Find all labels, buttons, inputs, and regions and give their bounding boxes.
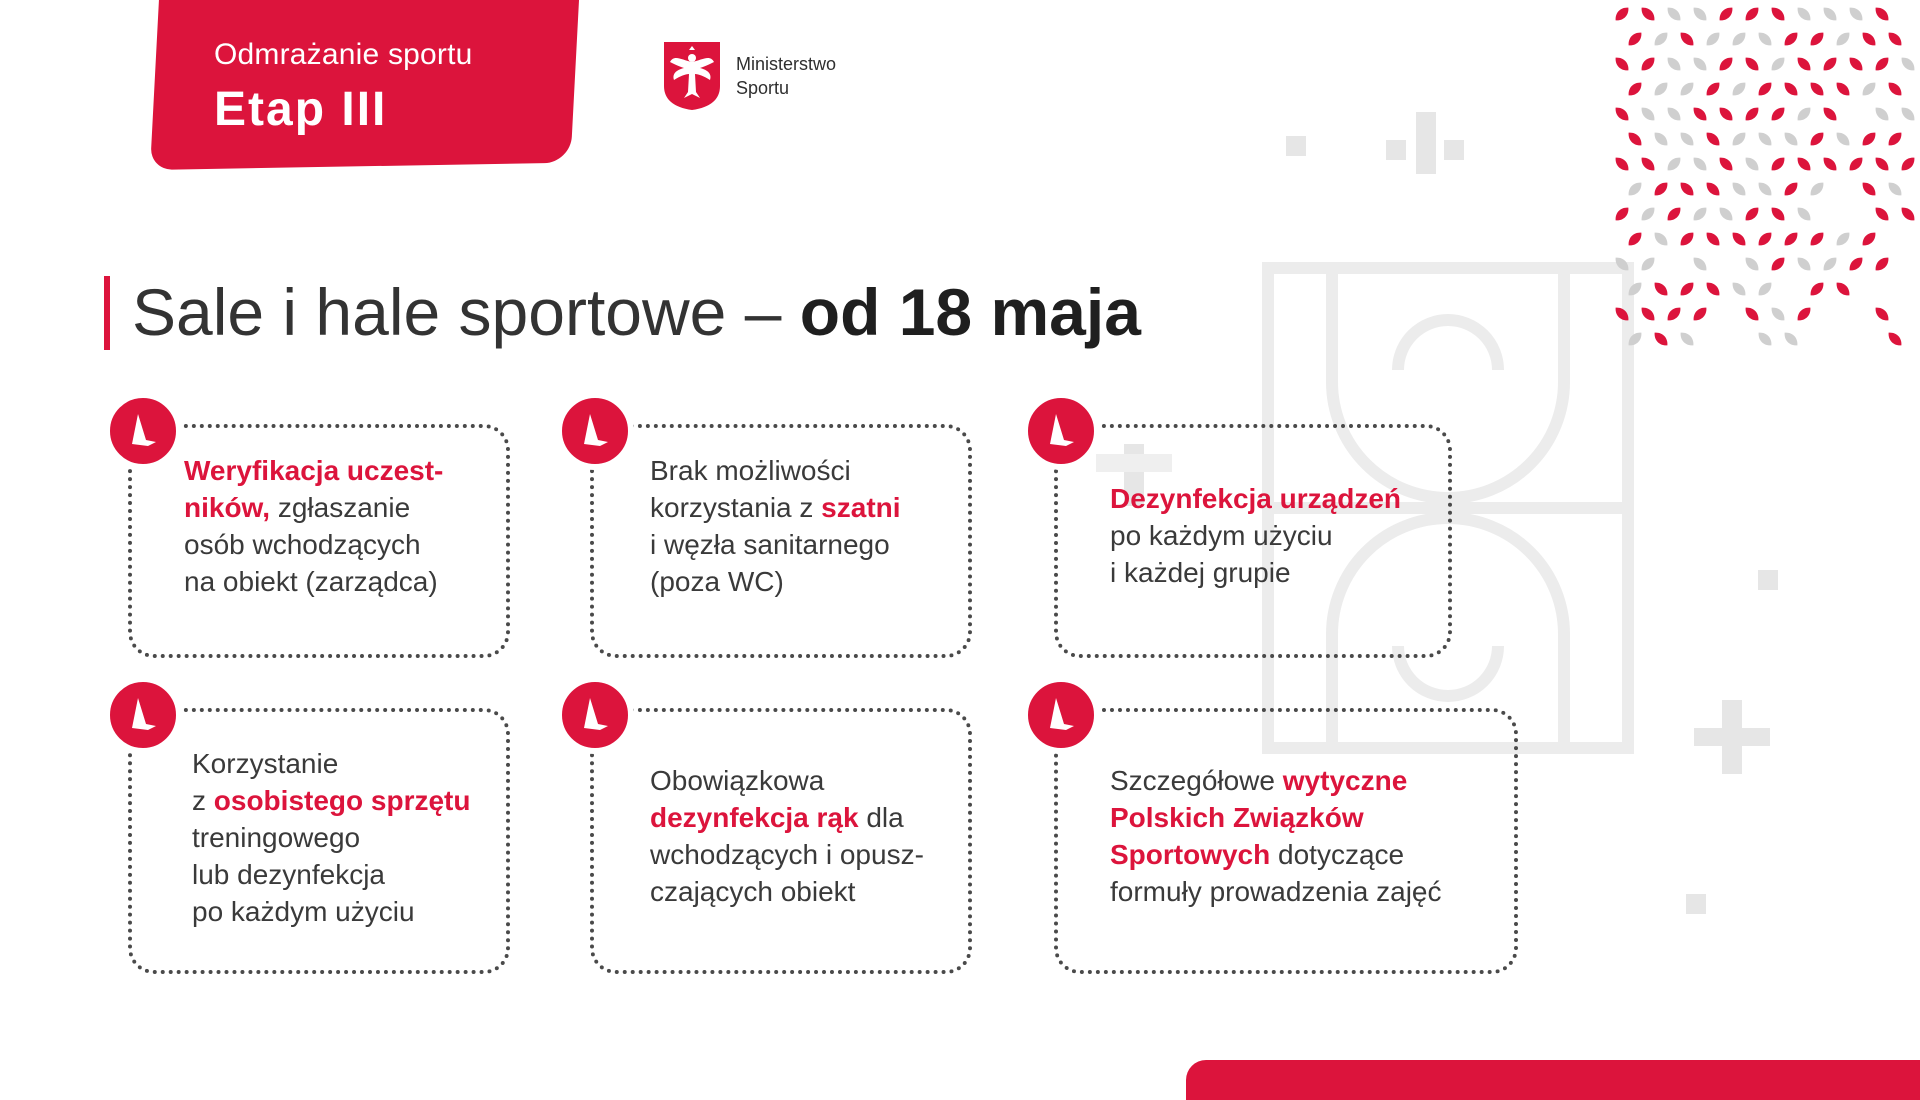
header-title: Etap III bbox=[214, 83, 388, 136]
pattern-petal bbox=[1729, 79, 1748, 98]
pattern-petal bbox=[1625, 129, 1644, 148]
pattern-petal bbox=[1729, 29, 1748, 48]
pattern-petal bbox=[1820, 104, 1839, 123]
pattern-petal bbox=[1768, 254, 1787, 273]
pattern-petal bbox=[1820, 54, 1839, 73]
deco-plus bbox=[1444, 140, 1464, 160]
clock-icon bbox=[562, 398, 628, 464]
rule-text-part: korzystania z bbox=[650, 492, 822, 523]
pattern-petal bbox=[1794, 204, 1813, 223]
pattern-petal bbox=[1729, 279, 1748, 298]
pattern-petal bbox=[1742, 204, 1761, 223]
deco-plus bbox=[1416, 112, 1436, 174]
highlight-text: Polskich Związków bbox=[1110, 802, 1364, 833]
pattern-petal bbox=[1820, 4, 1839, 23]
pattern-petal bbox=[1690, 204, 1709, 223]
highlight-text: Sportowych bbox=[1110, 839, 1271, 870]
clock-icon bbox=[110, 682, 176, 748]
pattern-petal bbox=[1859, 129, 1878, 148]
highlight-text: Dezynfekcja urządzeń bbox=[1110, 483, 1401, 514]
pattern-petal bbox=[1781, 229, 1800, 248]
pattern-petal bbox=[1638, 104, 1657, 123]
pattern-petal bbox=[1716, 54, 1735, 73]
ministry-line2: Sportu bbox=[736, 78, 790, 98]
pattern-petal bbox=[1872, 4, 1891, 23]
pattern-petal bbox=[1664, 54, 1683, 73]
pattern-petal bbox=[1833, 229, 1852, 248]
pattern-petal bbox=[1703, 229, 1722, 248]
pattern-petal bbox=[1807, 29, 1826, 48]
highlight-text: osobistego sprzętu bbox=[213, 785, 471, 816]
rule-text-part: dotyczące bbox=[1270, 839, 1405, 870]
pattern-petal bbox=[1716, 4, 1735, 23]
clock-badge bbox=[1022, 392, 1100, 470]
pattern-petal bbox=[1807, 279, 1826, 298]
pattern-petal bbox=[1716, 104, 1735, 123]
pattern-petal bbox=[1638, 4, 1657, 23]
pattern-petal bbox=[1794, 254, 1813, 273]
pattern-petal bbox=[1677, 129, 1696, 148]
pattern-petal bbox=[1859, 229, 1878, 248]
pattern-petal bbox=[1859, 79, 1878, 98]
pattern-petal bbox=[1768, 104, 1787, 123]
pattern-petal bbox=[1846, 4, 1865, 23]
clock-badge bbox=[1022, 676, 1100, 754]
pattern-petal bbox=[1729, 229, 1748, 248]
pattern-petal bbox=[1664, 304, 1683, 323]
pattern-petal bbox=[1664, 154, 1683, 173]
header-subtitle: Odmrażanie sportu bbox=[214, 38, 473, 71]
pattern-petal bbox=[1703, 129, 1722, 148]
pattern-petal bbox=[1781, 79, 1800, 98]
pattern-petal bbox=[1742, 104, 1761, 123]
clock-badge bbox=[104, 676, 182, 754]
pattern-petal bbox=[1885, 79, 1904, 98]
pattern-petal bbox=[1625, 179, 1644, 198]
pattern-petal bbox=[1638, 204, 1657, 223]
pattern-petal bbox=[1872, 154, 1891, 173]
pattern-petal bbox=[1677, 329, 1696, 348]
pattern-petal bbox=[1833, 129, 1852, 148]
pattern-petal bbox=[1677, 179, 1696, 198]
pattern-petal bbox=[1703, 79, 1722, 98]
pattern-petal bbox=[1638, 304, 1657, 323]
pattern-petal bbox=[1677, 29, 1696, 48]
pattern-petal bbox=[1677, 79, 1696, 98]
page-title bbox=[132, 272, 1141, 352]
pattern-petal bbox=[1677, 229, 1696, 248]
deco-plus bbox=[1694, 728, 1770, 746]
pattern-petal bbox=[1794, 54, 1813, 73]
pattern-petal bbox=[1638, 254, 1657, 273]
pattern-petal bbox=[1742, 254, 1761, 273]
pattern-petal bbox=[1885, 29, 1904, 48]
rule-text-part: treningowego bbox=[192, 822, 361, 853]
pattern-petal bbox=[1703, 179, 1722, 198]
highlight-text: dezynfekcja rąk bbox=[650, 802, 859, 833]
polish-eagle-emblem-icon bbox=[662, 40, 722, 112]
pattern-petal bbox=[1768, 154, 1787, 173]
pattern-petal bbox=[1807, 179, 1826, 198]
pattern-petal bbox=[1742, 4, 1761, 23]
bottom-accent-stripe bbox=[1186, 1060, 1920, 1100]
rule-text-part: czających obiekt bbox=[650, 876, 856, 907]
pattern-petal bbox=[1651, 229, 1670, 248]
pattern-petal bbox=[1651, 29, 1670, 48]
pattern-petal bbox=[1690, 154, 1709, 173]
deco-square bbox=[1686, 894, 1706, 914]
pattern-petal bbox=[1768, 204, 1787, 223]
pattern-petal bbox=[1794, 104, 1813, 123]
pattern-petal bbox=[1690, 304, 1709, 323]
pattern-petal bbox=[1703, 29, 1722, 48]
pattern-petal bbox=[1612, 304, 1631, 323]
rule-text-part: zgłaszanie bbox=[270, 492, 411, 523]
pattern-petal bbox=[1755, 329, 1774, 348]
pattern-petal bbox=[1781, 179, 1800, 198]
title-prefix: Sale i hale sportowe – bbox=[132, 275, 782, 349]
rule-text-part: i każdej grupie bbox=[1110, 557, 1291, 588]
pattern-petal bbox=[1885, 179, 1904, 198]
pattern-petal bbox=[1820, 254, 1839, 273]
pattern-petal bbox=[1872, 104, 1891, 123]
deco-square bbox=[1758, 570, 1778, 590]
pattern-petal bbox=[1651, 79, 1670, 98]
pattern-petal bbox=[1625, 279, 1644, 298]
clock-badge bbox=[556, 392, 634, 470]
pattern-petal bbox=[1885, 129, 1904, 148]
pattern-petal bbox=[1872, 204, 1891, 223]
pattern-petal bbox=[1651, 179, 1670, 198]
pattern-petal bbox=[1729, 129, 1748, 148]
pattern-petal bbox=[1651, 129, 1670, 148]
pattern-petal bbox=[1755, 129, 1774, 148]
pattern-petal bbox=[1859, 179, 1878, 198]
pattern-petal bbox=[1690, 4, 1709, 23]
rule-text-part: na obiekt (zarządca) bbox=[184, 566, 438, 597]
pattern-petal bbox=[1742, 154, 1761, 173]
pattern-petal bbox=[1677, 279, 1696, 298]
pattern-petal bbox=[1872, 304, 1891, 323]
pattern-petal bbox=[1872, 54, 1891, 73]
rule-text-part: Obowiązkowa bbox=[650, 765, 825, 796]
rule-text-part: z bbox=[192, 785, 214, 816]
pattern-petal bbox=[1768, 4, 1787, 23]
pattern-petal bbox=[1690, 104, 1709, 123]
pattern-petal bbox=[1651, 329, 1670, 348]
pattern-petal bbox=[1612, 54, 1631, 73]
pattern-petal bbox=[1781, 329, 1800, 348]
highlight-text: szatni bbox=[821, 492, 901, 523]
title-bold: od 18 maja bbox=[799, 275, 1141, 349]
pattern-petal bbox=[1755, 29, 1774, 48]
pattern-petal bbox=[1807, 129, 1826, 148]
pattern-petal bbox=[1898, 154, 1917, 173]
rule-text-part: osób wchodzących bbox=[184, 529, 421, 560]
highlight-text: wytyczne bbox=[1282, 765, 1408, 796]
title-accent-bar bbox=[104, 276, 110, 350]
pattern-petal bbox=[1781, 29, 1800, 48]
rule-text bbox=[184, 452, 443, 600]
pattern-petal bbox=[1664, 104, 1683, 123]
pattern-petal bbox=[1794, 304, 1813, 323]
pattern-petal bbox=[1833, 279, 1852, 298]
ministry-name bbox=[736, 52, 836, 100]
pattern-petal bbox=[1872, 254, 1891, 273]
rule-text-part: dla bbox=[858, 802, 904, 833]
rule-text-part: (poza WC) bbox=[650, 566, 784, 597]
rule-text bbox=[1110, 762, 1442, 910]
rule-text-part: Szczegółowe bbox=[1110, 765, 1283, 796]
rule-text-part: po każdym użyciu bbox=[1110, 520, 1333, 551]
pattern-petal bbox=[1716, 204, 1735, 223]
pattern-petal bbox=[1846, 154, 1865, 173]
rule-text-part: wchodzących i opusz- bbox=[650, 839, 924, 870]
pattern-petal bbox=[1638, 54, 1657, 73]
rule-text-part: i węzła sanitarnego bbox=[650, 529, 890, 560]
pattern-petal bbox=[1898, 204, 1917, 223]
rule-text bbox=[192, 745, 470, 930]
pattern-petal bbox=[1625, 229, 1644, 248]
pattern-petal bbox=[1807, 79, 1826, 98]
pattern-petal bbox=[1612, 154, 1631, 173]
rule-text bbox=[1110, 480, 1401, 591]
pattern-petal bbox=[1755, 79, 1774, 98]
pattern-petal bbox=[1638, 154, 1657, 173]
clock-icon bbox=[1028, 398, 1094, 464]
pattern-petal bbox=[1807, 229, 1826, 248]
pattern-petal bbox=[1820, 154, 1839, 173]
pattern-petal bbox=[1898, 104, 1917, 123]
pattern-petal bbox=[1794, 4, 1813, 23]
clock-icon bbox=[1028, 682, 1094, 748]
rule-text bbox=[650, 452, 901, 600]
pattern-petal bbox=[1898, 54, 1917, 73]
pattern-petal bbox=[1612, 4, 1631, 23]
pattern-petal bbox=[1664, 4, 1683, 23]
ministry-line1: Ministerstwo bbox=[736, 54, 837, 74]
pattern-petal bbox=[1716, 154, 1735, 173]
clock-badge bbox=[556, 676, 634, 754]
pattern-petal bbox=[1612, 254, 1631, 273]
pattern-petal bbox=[1846, 254, 1865, 273]
deco-plus bbox=[1386, 140, 1406, 160]
clock-icon bbox=[562, 682, 628, 748]
pattern-petal bbox=[1742, 54, 1761, 73]
pattern-petal bbox=[1885, 329, 1904, 348]
pattern-petal bbox=[1755, 279, 1774, 298]
pattern-petal bbox=[1781, 129, 1800, 148]
pattern-petal bbox=[1690, 254, 1709, 273]
pattern-petal bbox=[1833, 29, 1852, 48]
pattern-petal bbox=[1755, 229, 1774, 248]
rule-text bbox=[650, 762, 924, 910]
highlight-text: Weryfikacja uczest- bbox=[184, 455, 444, 486]
pattern-petal bbox=[1625, 29, 1644, 48]
pattern-petal bbox=[1625, 79, 1644, 98]
clock-icon bbox=[110, 398, 176, 464]
rule-text-part: Brak możliwości bbox=[650, 455, 851, 486]
pattern-petal bbox=[1794, 154, 1813, 173]
clock-badge bbox=[104, 392, 182, 470]
pattern-petal bbox=[1664, 204, 1683, 223]
pattern-petal bbox=[1690, 54, 1709, 73]
pattern-petal bbox=[1742, 304, 1761, 323]
pattern-petal bbox=[1625, 329, 1644, 348]
rule-text-part: formuły prowadzenia zajęć bbox=[1110, 876, 1442, 907]
deco-square bbox=[1286, 136, 1306, 156]
pattern-petal bbox=[1846, 54, 1865, 73]
pattern-petal bbox=[1651, 279, 1670, 298]
pattern-petal bbox=[1612, 204, 1631, 223]
pattern-petal bbox=[1755, 179, 1774, 198]
rule-text-part: Korzystanie bbox=[192, 748, 339, 779]
pattern-petal bbox=[1612, 104, 1631, 123]
pattern-petal bbox=[1859, 29, 1878, 48]
pattern-petal bbox=[1703, 279, 1722, 298]
rule-text-part: lub dezynfekcja bbox=[192, 859, 386, 890]
pattern-petal bbox=[1833, 79, 1852, 98]
rule-text-part: po każdym użyciu bbox=[192, 896, 415, 927]
highlight-text: ników, bbox=[184, 492, 271, 523]
folk-pattern-decoration bbox=[1600, 0, 1920, 360]
pattern-petal bbox=[1729, 179, 1748, 198]
pattern-petal bbox=[1768, 304, 1787, 323]
pattern-petal bbox=[1768, 54, 1787, 73]
